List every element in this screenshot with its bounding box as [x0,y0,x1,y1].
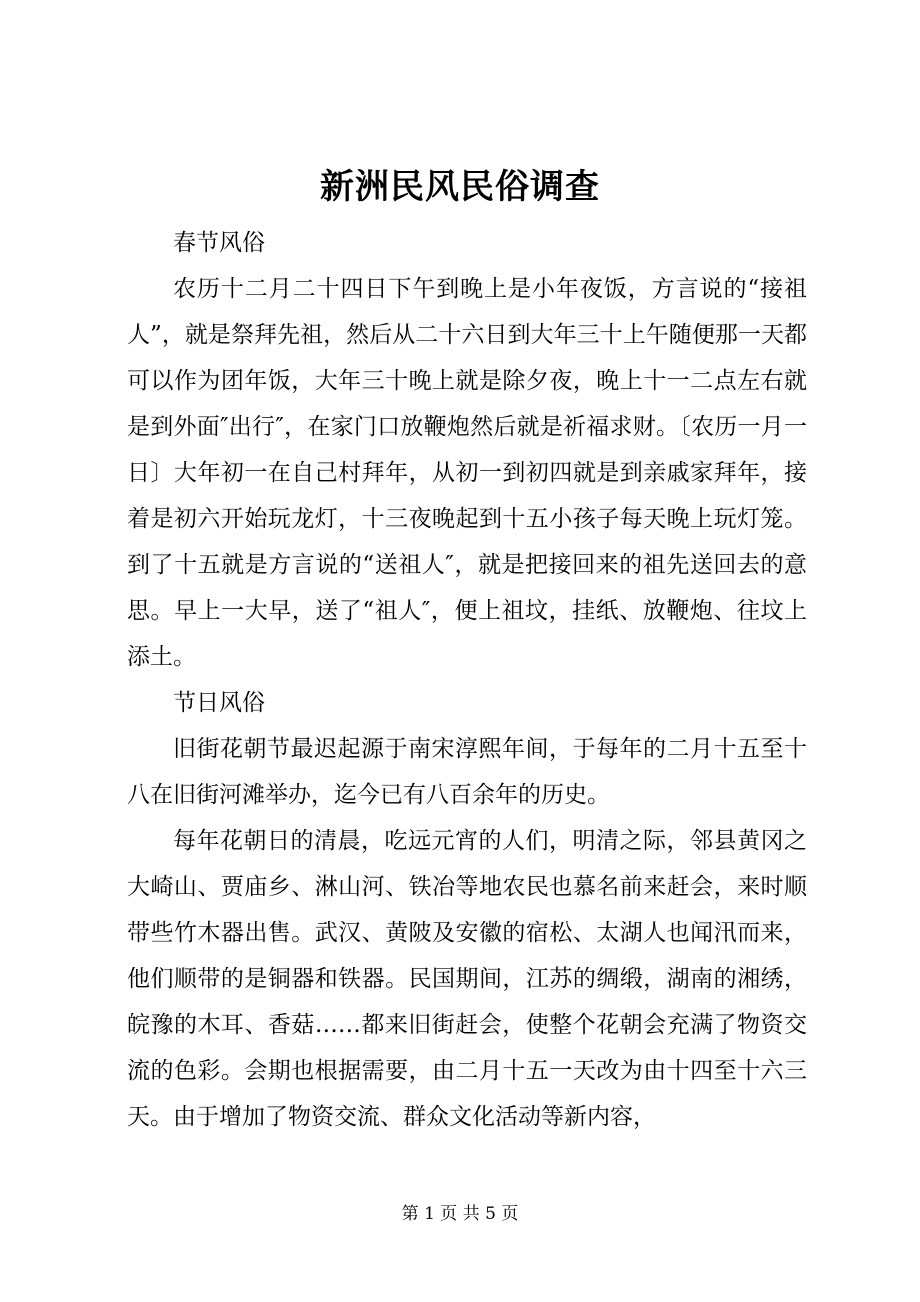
section-heading-spring-festival: 春节风俗 [173,230,265,256]
document-body [127,220,807,1140]
section-heading-festival-customs: 节日风俗 [173,690,265,716]
paragraph-huachao-origin: 旧街花朝节最迟起源于南宋淳熙年间，于每年的二月十五至十八在旧街河滩举办，迄今已有八百余年的历史。 [127,736,807,808]
page-footer: 第 1 页 共 5 页 [401,1204,519,1224]
paragraph-spring-festival: 农历十二月二十四日下午到晚上是小年夜饭，方言说的“接祖人”，就是祭拜先祖，然后从二十六日到大年三十上午随便那一天都可以作为团年饭，大年三十晚上就是除夕夜，晚上十一二点左右就是到外面″出行″，在家门口放鞭炮然后就是祈福求财。〔农历一月一日〕大年初一在自己村拜年，从初一到初四就是到亲戚家拜年，接着是初六开始玩龙灯，十三夜晚起到十五小孩子每天晚上玩灯笼。到了十五就是方言说的“送祖人″，就是把接回来的祖先送回去的意思。早上一大早，送了“祖人″，便上祖坟，挂纸、放鞭炮、往坟上添土。 [127,276,807,670]
paragraph-huachao-fair: 每年花朝日的清晨，吃远元宵的人们，明清之际，邻县黄冈之大崎山、贾庙乡、淋山河、铁冶等地农民也慕名前来赶会，来时顺带些竹木器出售。武汉、黄陂及安徽的宿松、太湖人也闻汛而来，他们顺带的是铜器和铁器。民国期间，江苏的绸缎，湖南的湘绣，皖豫的木耳、香菇……都来旧街赶会，使整个花朝会充满了物资交流的色彩。会期也根据需要，由二月十五一天改为由十四至十六三天。由于增加了物资交流、群众文化活动等新内容， [127,828,807,1130]
page-title: 新洲民风民俗调查 [320,167,600,207]
